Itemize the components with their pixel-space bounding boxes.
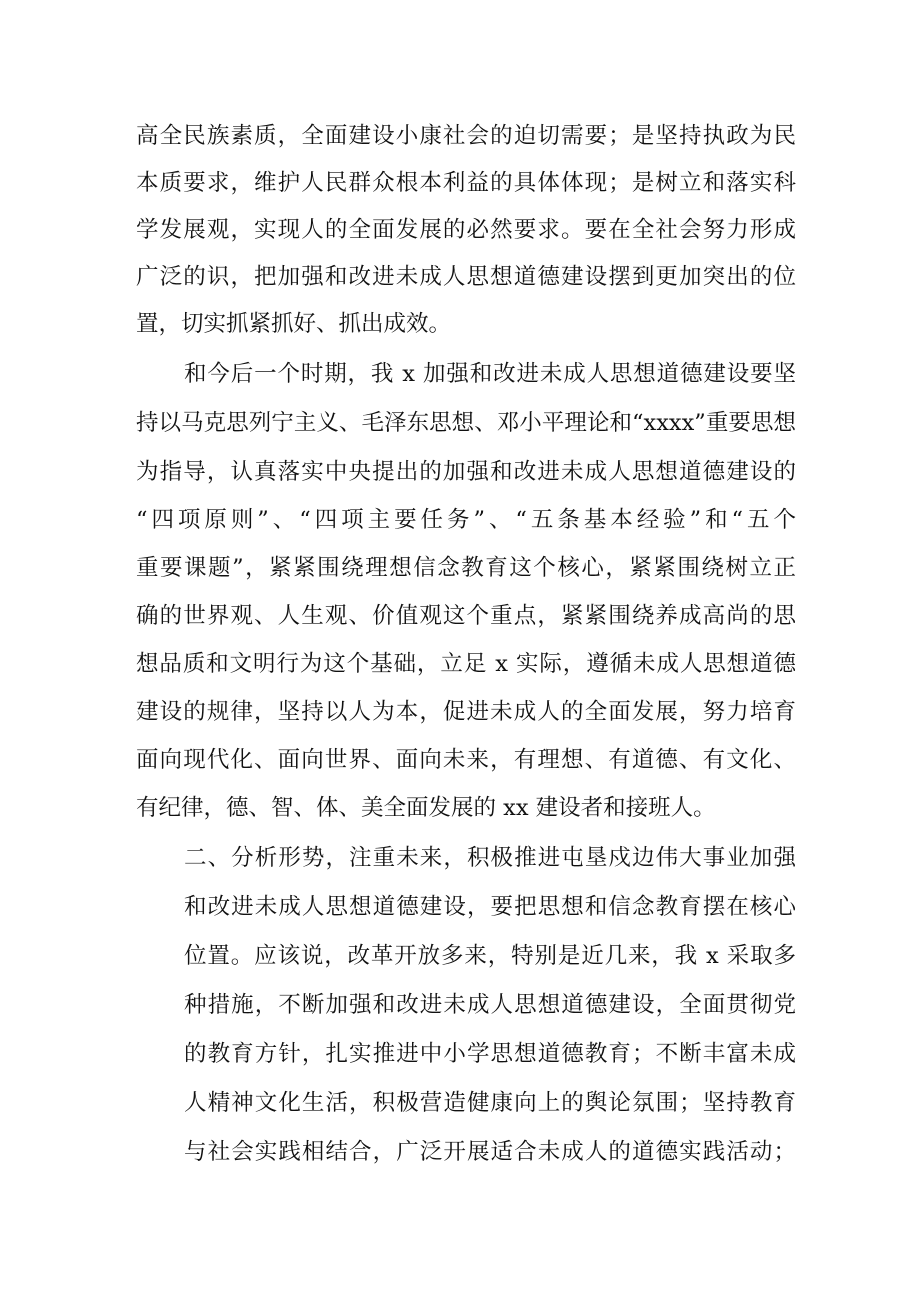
text-line: 二、分析形势，注重未来，积极推进屯垦戍边伟大事业加强 [184,845,796,871]
text-line: 为指导，认真落实中央提出的加强和改进未成人思想道德建设的 [136,459,796,485]
text-line: 高全民族素质，全面建设小康社会的迫切需要；是坚持执政为民 [136,123,796,149]
text-line: 有纪律，德、智、体、美全面发展的 xx 建设者和接班人。 [136,795,716,821]
text-line: 学发展观，实现人的全面发展的必然要求。要在全社会努力形成 [136,217,796,243]
text-line: 位置。应该说，改革开放多来，特别是近几来，我 x 采取多 [184,943,796,969]
text-line: 人精神文化生活，积极营造健康向上的舆论氛围；坚持教育 [184,1090,796,1116]
text-line: 想品质和文明行为这个基础，立足 x 实际，遵循未成人思想道德 [136,651,796,677]
text-line: 面向现代化、面向世界、面向未来，有理想、有道德、有文化、 [136,747,796,773]
text-line: 的教育方针，扎实推进中小学思想道德教育；不断丰富未成 [184,1041,796,1067]
text-line: 和今后一个时期，我 x 加强和改进未成人思想道德建设要坚 [184,361,796,387]
text-line: 与社会实践相结合，广泛开展适合未成人的道德实践活动； [184,1139,796,1165]
text-line: 持以马克思列宁主义、毛泽东思想、邓小平理论和“xxxx”重要思想 [136,410,796,436]
text-line: 和改进未成人思想道德建设，要把思想和信念教育摆在核心 [184,894,796,920]
text-line: 重要课题”，紧紧围绕理想信念教育这个核心，紧紧围绕树立正 [136,555,796,581]
text-line: “四项原则”、“四项主要任务”、“五条基本经验”和“五个 [136,507,796,533]
text-line: 本质要求，维护人民群众根本利益的具体体现；是树立和落实科 [136,170,796,196]
text-line: 置，切实抓紧抓好、抓出成效。 [136,311,452,337]
text-line: 种措施，不断加强和改进未成人思想道德建设，全面贯彻党 [184,992,796,1018]
text-line: 确的世界观、人生观、价值观这个重点，紧紧围绕养成高尚的思 [136,603,796,629]
text-line: 建设的规律，坚持以人为本，促进未成人的全面发展，努力培育 [136,699,796,725]
text-line: 广泛的识，把加强和改进未成人思想道德建设摆到更加突出的位 [136,264,796,290]
